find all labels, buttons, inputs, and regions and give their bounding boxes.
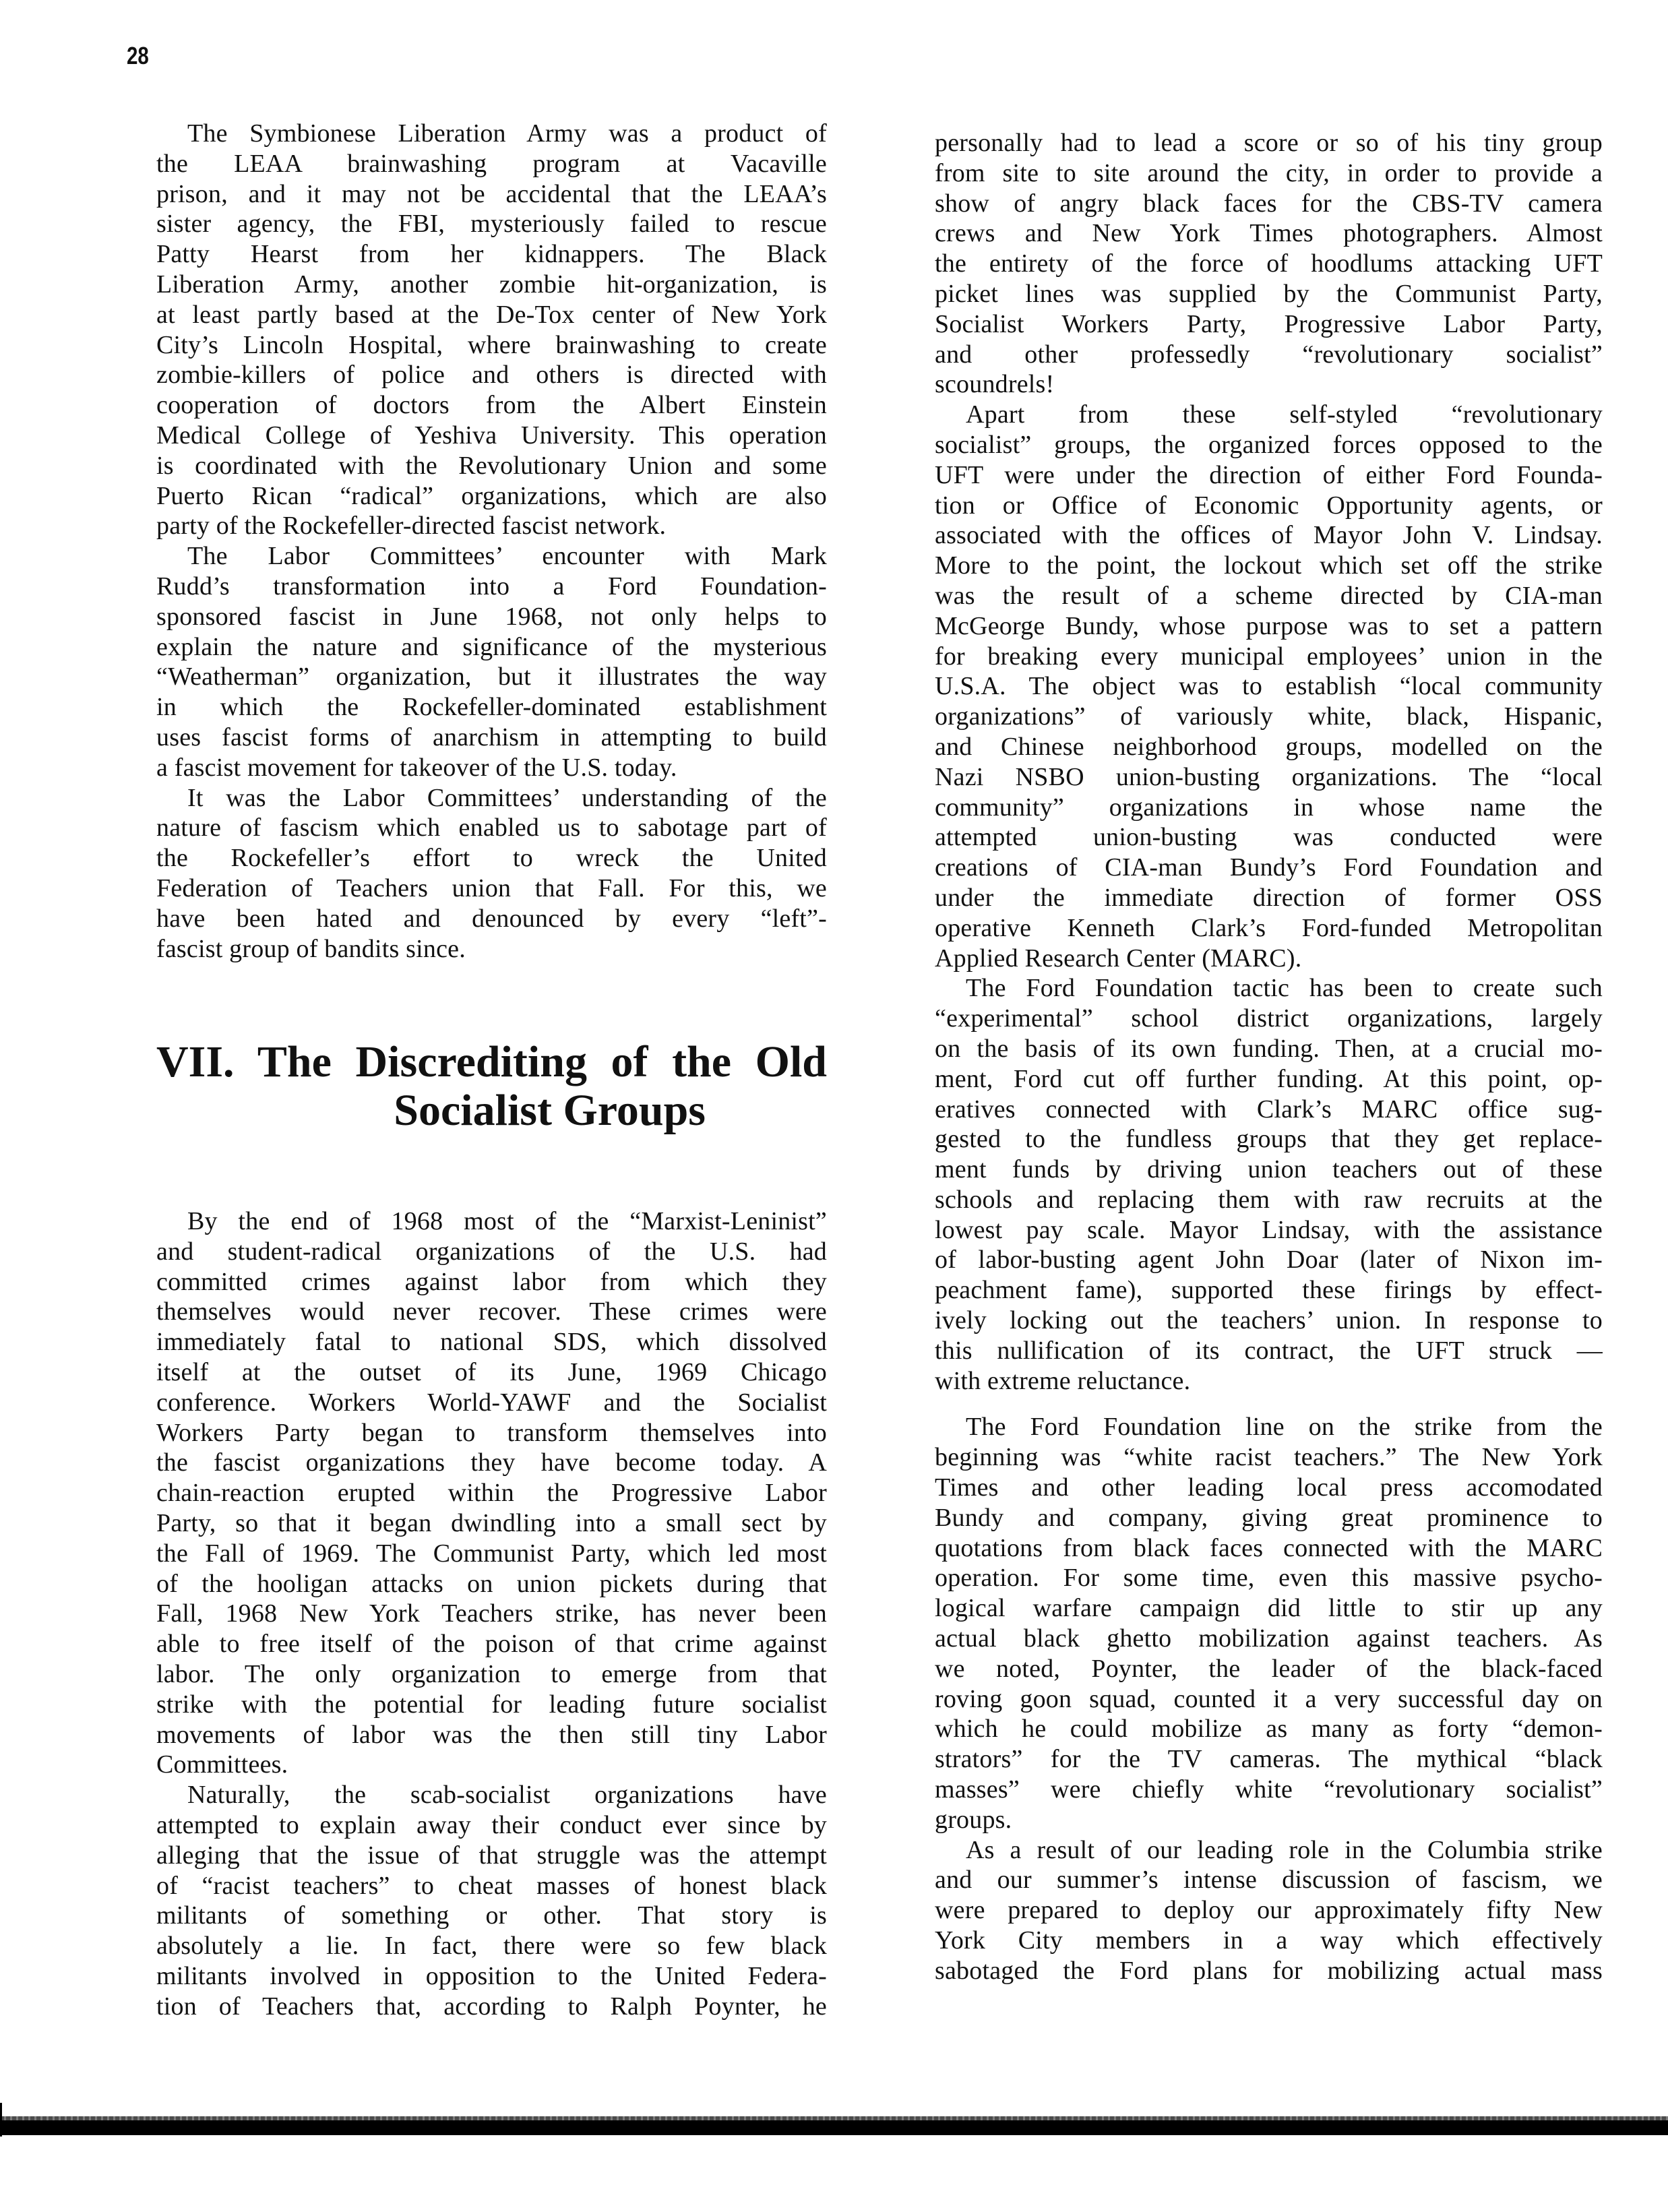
section-heading — [156, 1038, 827, 1135]
text-line: alleging that the issue of that struggle was the attempt — [156, 1841, 827, 1870]
text-line: scoundrels! — [935, 370, 1055, 399]
text-line: party of the Rockefeller-directed fascist network. — [156, 512, 667, 541]
text-line: conference. Workers World-YAWF and the Socialist — [156, 1388, 827, 1417]
text-line: in which the Rockefeller-dominated establishment — [156, 693, 827, 722]
text-line: The Ford Foundation tactic has been to create such — [966, 974, 1603, 1003]
text-line: ively locking out the teachers’ union. In response to — [935, 1306, 1603, 1335]
text-line: peachment fame), supported these firings by effect- — [935, 1276, 1603, 1305]
text-line: with extreme reluctance. — [935, 1366, 1191, 1395]
text-line: attempted union-busting was conducted were — [935, 823, 1603, 852]
text-line: operative Kenneth Clark’s Ford-funded Metropolitan — [935, 913, 1603, 942]
text-line: “Weatherman” organization, but it illustrates the way — [156, 663, 827, 692]
text-line: Bundy and company, giving great prominence to — [935, 1503, 1603, 1532]
text-line: groups. — [935, 1805, 1012, 1834]
paragraph — [935, 973, 1603, 1396]
text-line: The Labor Committees’ encounter with Mark — [187, 542, 827, 571]
text-line: strators” for the TV cameras. The mythical “black — [935, 1745, 1603, 1774]
text-line: of “racist teachers” to cheat masses of honest black — [156, 1871, 827, 1900]
text-line: Medical College of Yeshiva University. This operation — [156, 421, 827, 450]
paragraph — [935, 128, 1603, 400]
text-line: personally had to lead a score or so of his tiny group — [935, 129, 1603, 157]
text-line: Liberation Army, another zombie hit-organization, is — [156, 270, 827, 299]
text-line: uses fascist forms of anarchism in attempting to build — [156, 723, 827, 751]
text-line: Federation of Teachers union that Fall. For this, we — [156, 873, 827, 902]
paragraph — [935, 1412, 1603, 1835]
text-line: quotations from black faces connected with the MARC — [935, 1533, 1603, 1562]
text-line: absolutely a lie. In fact, there were so few black — [156, 1932, 827, 1961]
text-line: this nullification of its contract, the UFT struck — — [935, 1336, 1603, 1365]
text-line: and other professedly “revolutionary socialist” — [935, 340, 1603, 369]
text-line: The Symbionese Liberation Army was a product of — [187, 119, 827, 148]
text-line: York City members in a way which effectively — [935, 1926, 1603, 1955]
text-line: is coordinated with the Revolutionary Union and some — [156, 451, 827, 480]
text-line: prison, and it may not be accidental that the LEAA’s — [156, 179, 827, 208]
paragraph — [935, 1835, 1603, 1986]
right-column — [935, 128, 1603, 1986]
text-line: Nazi NSBO union-busting organizations. The “local — [935, 762, 1603, 791]
text-line: from site to site around the city, in order to provide a — [935, 158, 1603, 187]
text-line: Applied Research Center (MARC). — [935, 944, 1302, 973]
text-line: Puerto Rican “radical” organizations, which are also — [156, 481, 827, 510]
text-line: ment funds by driving union teachers out of these — [935, 1155, 1603, 1184]
text-line: Workers Party began to transform themselves into — [156, 1418, 827, 1447]
text-line: zombie-killers of police and others is directed with — [156, 361, 827, 390]
scan-left-edge — [0, 2103, 2, 2137]
text-line: beginning was “white racist teachers.” The New York — [935, 1443, 1603, 1472]
text-line: committed crimes against labor from which they — [156, 1267, 827, 1296]
text-line: themselves would never recover. These crimes were — [156, 1297, 827, 1326]
paragraph — [156, 541, 827, 782]
text-line: U.S.A. The object was to establish “local community — [935, 672, 1603, 701]
text-line: lowest pay scale. Mayor Lindsay, with the assistance — [935, 1215, 1603, 1244]
text-line: McGeorge Bundy, whose purpose was to set a pattern — [935, 611, 1603, 640]
text-line: show of angry black faces for the CBS-TV camera — [935, 189, 1603, 218]
paragraph — [935, 400, 1603, 973]
text-line: Fall, 1968 New York Teachers strike, has never been — [156, 1599, 827, 1628]
text-line: It was the Labor Committees’ understanding of the — [187, 783, 827, 812]
text-line: the Fall of 1969. The Communist Party, which led most — [156, 1539, 827, 1568]
text-line: tion or Office of Economic Opportunity agents, or — [935, 491, 1603, 520]
text-line: of labor-busting agent John Doar (later of Nixon im- — [935, 1246, 1603, 1274]
text-line: the LEAA brainwashing program at Vacaville — [156, 149, 827, 178]
text-line: eratives connected with Clark’s MARC office sug- — [935, 1095, 1603, 1124]
paragraph — [156, 1206, 827, 1780]
text-line: was the result of a scheme directed by CIA-man — [935, 581, 1603, 610]
text-line: were prepared to deploy our approximately fifty New — [935, 1896, 1603, 1925]
text-line: picket lines was supplied by the Communist Party, — [935, 279, 1603, 308]
page-number: 28 — [127, 42, 149, 69]
text-line: a fascist movement for takeover of the U.S. today. — [156, 753, 677, 782]
text-line: Patty Hearst from her kidnappers. The Black — [156, 240, 827, 269]
text-line: nature of fascism which enabled us to sabotage part of — [156, 813, 827, 842]
text-line: able to free itself of the poison of that crime against — [156, 1630, 827, 1659]
text-line: Rudd’s transformation into a Ford Foundation- — [156, 572, 827, 601]
scan-bottom-edge — [0, 2120, 1668, 2135]
left-column-bottom — [156, 1206, 827, 2022]
text-line: roving goon squad, counted it a very successful day on — [935, 1684, 1603, 1713]
text-line: By the end of 1968 most of the “Marxist-Leninist” — [187, 1207, 827, 1235]
text-line: of the hooligan attacks on union pickets during that — [156, 1569, 827, 1598]
text-line: sabotaged the Ford plans for mobilizing actual mass — [935, 1956, 1603, 1985]
text-line: Naturally, the scab-socialist organizations have — [187, 1781, 827, 1810]
text-line: fascist group of bandits since. — [156, 934, 466, 963]
text-line: we noted, Poynter, the leader of the black-faced — [935, 1654, 1603, 1683]
text-line: The Ford Foundation line on the strike from the — [966, 1413, 1603, 1442]
text-line: movements of labor was the then still tiny Labor — [156, 1720, 827, 1749]
text-line: explain the nature and significance of the mysterious — [156, 632, 827, 661]
text-line: Party, so that it began dwindling into a small sect by — [156, 1508, 827, 1537]
text-line: As a result of our leading role in the Columbia strike — [966, 1835, 1603, 1864]
text-line: socialist” groups, the organized forces opposed to the — [935, 430, 1603, 459]
text-line: ment, Ford cut off further funding. At this point, op- — [935, 1064, 1603, 1093]
text-line: community” organizations in whose name the — [935, 793, 1603, 822]
text-line: organizations” of variously white, black, Hispanic, — [935, 702, 1603, 731]
section-heading-line-2: Socialist Groups — [394, 1086, 706, 1135]
text-line: sponsored fascist in June 1968, not only helps to — [156, 602, 827, 631]
text-line: sister agency, the FBI, mysteriously failed to rescue — [156, 210, 827, 239]
text-line: for breaking every municipal employees’ union in the — [935, 642, 1603, 671]
text-line: City’s Lincoln Hospital, where brainwashing to create — [156, 330, 827, 359]
text-line: tion of Teachers that, according to Ralph Poynter, he — [156, 1992, 827, 2021]
text-line: chain-reaction erupted within the Progressive Labor — [156, 1479, 827, 1508]
left-column-top — [156, 119, 827, 964]
paragraph — [156, 783, 827, 964]
text-line: actual black ghetto mobilization against teachers. As — [935, 1624, 1603, 1653]
text-line: labor. The only organization to emerge from that — [156, 1659, 827, 1688]
text-line: operation. For some time, even this massive psycho- — [935, 1564, 1603, 1593]
text-line: itself at the outset of its June, 1969 Chicago — [156, 1357, 827, 1386]
text-line: attempted to explain away their conduct ever since by — [156, 1810, 827, 1839]
text-line: crews and New York Times photographers. Almost — [935, 219, 1603, 248]
text-line: More to the point, the lockout which set off the strike — [935, 551, 1603, 580]
text-line: UFT were under the direction of either Ford Founda- — [935, 460, 1603, 489]
text-line: “experimental” school district organizations, largely — [935, 1004, 1603, 1033]
text-line: creations of CIA-man Bundy’s Ford Foundation and — [935, 853, 1603, 882]
text-line: the Rockefeller’s effort to wreck the United — [156, 844, 827, 873]
text-line: cooperation of doctors from the Albert Einstein — [156, 391, 827, 420]
paragraph — [156, 119, 827, 541]
paragraph — [156, 1780, 827, 2021]
text-line: associated with the offices of Mayor John V. Lindsay. — [935, 521, 1603, 550]
text-line: militants of something or other. That story is — [156, 1901, 827, 1930]
text-line: the fascist organizations they have become today. A — [156, 1448, 827, 1477]
text-line: masses” were chiefly white “revolutionary socialist” — [935, 1775, 1603, 1804]
text-line: militants involved in opposition to the United Federa- — [156, 1961, 827, 1990]
text-line: have been hated and denounced by every “left”- — [156, 904, 827, 933]
text-line: Times and other leading local press accomodated — [935, 1473, 1603, 1502]
text-line: which he could mobilize as many as forty “demon- — [935, 1715, 1603, 1744]
text-line: at least partly based at the De-Tox center of New York — [156, 300, 827, 329]
text-line: schools and replacing them with raw recruits at the — [935, 1185, 1603, 1214]
text-line: the entirety of the force of hoodlums attacking UFT — [935, 249, 1603, 278]
text-line: and student-radical organizations of the U.S. had — [156, 1237, 827, 1266]
text-line: Apart from these self-styled “revolutionary — [966, 400, 1603, 429]
text-line: under the immediate direction of former OSS — [935, 883, 1603, 912]
text-line: and our summer’s intense discussion of fascism, we — [935, 1866, 1603, 1895]
text-line: Socialist Workers Party, Progressive Labor Party, — [935, 309, 1603, 338]
text-line: logical warfare campaign did little to stir up any — [935, 1594, 1603, 1623]
text-line: Committees. — [156, 1750, 288, 1779]
section-heading-line-1: VII. The Discrediting of the Old — [156, 1037, 827, 1086]
text-line: gested to the fundless groups that they get replace- — [935, 1125, 1603, 1154]
text-line: immediately fatal to national SDS, which dissolved — [156, 1328, 827, 1357]
text-line: and Chinese neighborhood groups, modelled on the — [935, 732, 1603, 761]
text-line: on the basis of its own funding. Then, at a crucial mo- — [935, 1034, 1603, 1063]
text-line: strike with the potential for leading future socialist — [156, 1690, 827, 1719]
